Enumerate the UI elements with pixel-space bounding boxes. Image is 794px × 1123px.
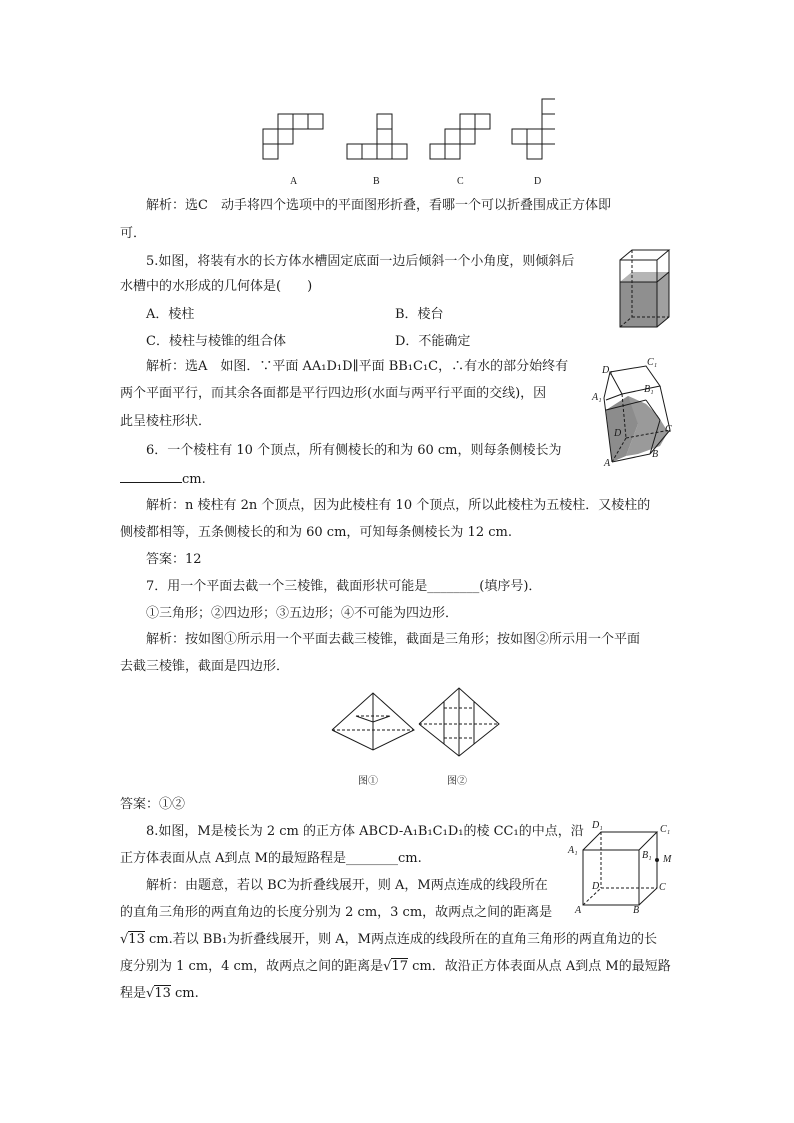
q8-explain-line5-a: 程是: [120, 986, 147, 1001]
q8-explain-line4-c: cm．故沿正方体表面从点 A到点 M的最短路: [408, 959, 671, 974]
q6-stem-line2: [120, 468, 206, 490]
tilted-prism-figure: [598, 360, 684, 472]
q6-answer: 答案：12: [146, 552, 202, 567]
net-label-b: B: [373, 176, 380, 187]
prism-label-a: A: [604, 458, 611, 469]
sqrt-17: 17: [391, 959, 408, 974]
cube-label-c: C: [659, 882, 666, 893]
sqrt-13-b: 13: [154, 986, 171, 1001]
cube-label-a: A: [575, 905, 582, 916]
q8-explain-line4: 度分别为 1 cm，4 cm，故两点之间的距离是√17 cm．故沿正方体表面从点 A到点 M的最短路: [120, 959, 671, 974]
cube-label-c1: C₁: [660, 824, 671, 835]
q7-stem-line1: 7．用一个平面去截一个三棱锥，截面形状可能是________(填序号)．: [146, 579, 542, 594]
q8-explain-line5-c: cm.: [170, 986, 199, 1001]
q8-explain-line1: 解析：由题意，若以 BC为折叠线展开，则 A，M两点连成的线段所在: [146, 878, 548, 893]
q4-explain-line2: 可．: [120, 226, 147, 241]
q5-explain-line3: 此呈棱柱形状．: [120, 414, 212, 429]
cube-label-d: D: [592, 881, 600, 892]
cube-figure: [575, 820, 675, 920]
prism-label-a1: A₁: [592, 392, 602, 403]
q8-explain-line5: 程是√13 cm.: [120, 986, 199, 1001]
pyramid-caption-2: 图②: [447, 776, 467, 787]
q8-stem-line1: 8.如图，M是棱长为 2 cm 的正方体 ABCD-A₁B₁C₁D₁的棱 CC₁的中点，沿: [146, 824, 584, 839]
q5-explain-line2: 两个平面平行，而其余各面都是平行四边形(水面与两平行平面的交线)，因: [120, 386, 547, 401]
pyramid-section-figure-1: [330, 690, 416, 760]
cube-nets-figure: [255, 96, 555, 166]
prism-label-b1: B₁: [644, 384, 654, 395]
q7-explain-line1: 解析：按如图①所示用一个平面去截三棱锥，截面是三角形；按如图②所示用一个平面: [146, 632, 641, 647]
net-label-a: A: [290, 176, 298, 187]
q6-explain-line2: 侧棱都相等，五条侧棱长的和为 60 cm，可知每条侧棱长为 12 cm.: [120, 525, 512, 540]
q4-explain-line1: 解析：选C 动手将四个选项中的平面图形折叠，看哪一个可以折叠围成正方体即: [146, 198, 611, 213]
q8-stem-line2: 正方体表面从点 A到点 M的最短路程是________cm.: [120, 851, 422, 866]
sqrt-13-a: 13: [128, 932, 145, 947]
q6-stem-unit: cm.: [182, 472, 206, 487]
prism-label-c: C: [665, 424, 672, 435]
q5-option-a: A．棱柱: [146, 307, 195, 322]
q7-explain-line2: 去截三棱锥，截面是四边形．: [120, 659, 290, 674]
q5-stem-line1: 5.如图，将装有水的长方体水槽固定底面一边后倾斜一个小角度，则倾斜后: [146, 254, 575, 269]
q5-explain-line1: 解析：选A 如图．∵平面 AA₁D₁D∥平面 BB₁C₁C，∴有水的部分始终有: [146, 359, 569, 374]
q5-option-b: B．棱台: [395, 307, 444, 322]
prism-label-b: B: [652, 449, 659, 460]
net-label-c: C: [457, 176, 464, 187]
water-tank-figure: [612, 245, 674, 330]
q8-explain-line4-a: 度分别为 1 cm，4 cm，故两点之间的距离是: [120, 959, 384, 974]
cube-label-b: B: [633, 905, 640, 916]
q6-explain-line1: 解析：n 棱柱有 2n 个顶点，因为此棱柱有 10 个顶点，所以此棱柱为五棱柱．又棱柱的: [146, 498, 651, 513]
cube-label-m: M: [663, 854, 672, 865]
prism-label-d: D: [614, 428, 622, 439]
q7-stem-line2: ①三角形；②四边形；③五边形；④不可能为四边形．: [146, 606, 459, 621]
q7-answer: 答案：①②: [120, 797, 186, 812]
q5-option-c: C．棱柱与棱锥的组合体: [146, 334, 286, 349]
q6-stem-line1: 6．一个棱柱有 10 个顶点，所有侧棱长的和为 60 cm，则每条侧棱长为: [146, 443, 562, 458]
cube-label-d1: D₁: [592, 820, 603, 831]
net-label-d: D: [534, 176, 542, 187]
pyramid-section-figure-2: [416, 686, 502, 760]
prism-label-c1: C₁: [647, 357, 658, 368]
q8-explain-line3-text: cm.若以 BB₁为折叠线展开，则 A，M两点连成的线段所在的直角三角形的两直角边的长: [144, 932, 657, 947]
q5-option-d: D．不能确定: [395, 334, 471, 349]
prism-label-d1: D₁: [602, 365, 613, 376]
q8-explain-line2: 的直角三角形的两直角边的长度分别为 2 cm，3 cm，故两点之间的距离是: [120, 905, 553, 920]
q8-explain-line3: √13 cm.若以 BB₁为折叠线展开，则 A，M两点连成的线段所在的直角三角形的两直角边的长: [120, 932, 657, 947]
pyramid-caption-1: 图①: [358, 776, 378, 787]
q6-answer-blank: [120, 468, 182, 483]
cube-label-b1: B₁: [642, 850, 652, 861]
q5-stem-line2: 水槽中的水形成的几何体是( ): [120, 279, 313, 294]
cube-label-a1: A₁: [568, 845, 578, 856]
